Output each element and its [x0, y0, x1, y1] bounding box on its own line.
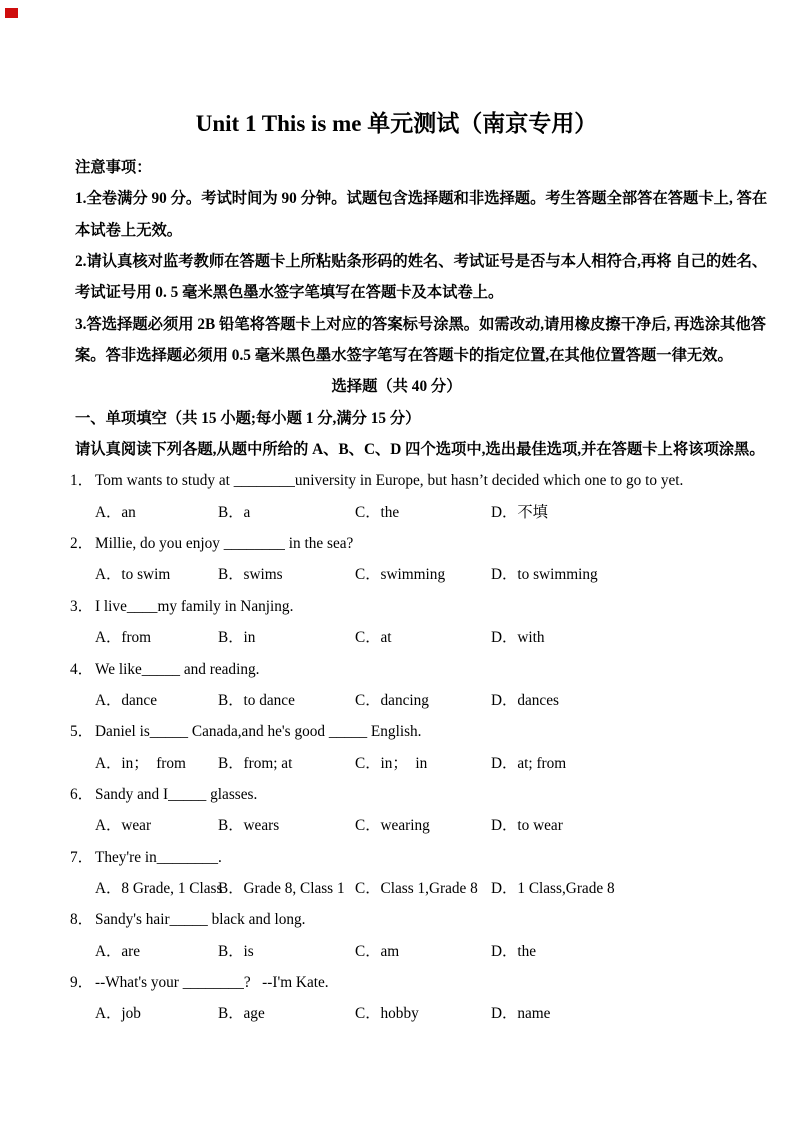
option-b: B．is — [218, 942, 254, 960]
notice-line: 3.答选择题必须用 2B 铅笔将答题卡上对应的答案标号涂黑。如需改动,请用橡皮擦干净后, 再选涂其他答 — [75, 315, 766, 333]
question-options-row-6 — [70, 810, 741, 841]
option-b: B．a — [218, 503, 251, 521]
question-row-3 — [70, 591, 741, 622]
notice-line: 案。答非选择题必须用 0.5 毫米黑色墨水签字笔写在答题卡的指定位置,在其他位置答题一律无效。 — [75, 347, 733, 365]
option-a: A．are — [95, 942, 141, 960]
question-options-row-8 — [70, 936, 741, 967]
section-choice-header: 选择题（共 40 分） — [331, 378, 462, 396]
question-number: 6． — [70, 785, 93, 803]
question-row-5 — [70, 716, 741, 747]
question-number: 4． — [70, 660, 93, 678]
paper-content — [70, 152, 768, 1030]
option-b: B．from; at — [218, 754, 293, 772]
question-stem: We like_____ and reading. — [95, 660, 260, 678]
question-number: 9． — [70, 973, 93, 991]
page-title: Unit 1 This is me 单元测试（南京专用） — [195, 111, 598, 136]
question-row-6 — [70, 779, 741, 810]
option-a: A．from — [95, 629, 152, 647]
option-b: B．swims — [218, 566, 283, 584]
red-corner-mark — [5, 8, 18, 18]
option-c: C．at — [355, 629, 392, 647]
question-stem: Tom wants to study at ________university in Europe, but hasn’t decided which one to go to yet. — [95, 472, 684, 490]
question-stem: Sandy and I_____ glasses. — [95, 785, 258, 803]
option-d: D．to swimming — [491, 566, 598, 584]
option-a: A．in； from — [95, 754, 186, 772]
question-options-row-2 — [70, 559, 741, 590]
option-d: D．dances — [491, 691, 559, 709]
question-options-row-5 — [70, 748, 741, 779]
question-row-7 — [70, 842, 741, 873]
option-a: A．dance — [95, 691, 158, 709]
option-d: D．at; from — [491, 754, 567, 772]
question-row-9 — [70, 967, 741, 998]
part1-instruction: 请认真阅读下列各题,从题中所给的 A、B、C、D 四个选项中,选出最佳选项,并在答题卡上将该项涂黑。 — [75, 441, 765, 459]
option-d: D．不填 — [491, 503, 548, 521]
notice-line: 考试证号用 0. 5 毫米黑色墨水签字笔填写在答题卡及本试卷上。 — [75, 284, 504, 302]
question-options-row-4 — [70, 685, 741, 716]
option-a: A．to swim — [95, 566, 171, 584]
option-a: A．wear — [95, 817, 152, 835]
notice-line: 1.全卷满分 90 分。考试时间为 90 分钟。试题包含选择题和非选择题。考生答题全部答在答题卡上, 答在 — [75, 190, 768, 208]
option-c: C．dancing — [355, 691, 429, 709]
question-row-4 — [70, 654, 741, 685]
option-c: C．Class 1,Grade 8 — [355, 879, 478, 897]
question-options-row-3 — [70, 622, 741, 653]
option-b: B．to dance — [218, 691, 295, 709]
question-stem: I live____my family in Nanjing. — [95, 597, 294, 615]
question-options-row-7 — [70, 873, 741, 904]
question-number: 1． — [70, 472, 93, 490]
option-a: A．job — [95, 1005, 141, 1023]
option-d: D．1 Class,Grade 8 — [491, 879, 615, 897]
notice-line: 本试卷上无效。 — [75, 221, 183, 239]
part1-heading: 一、单项填空（共 15 小题;每小题 1 分,满分 15 分） — [75, 409, 421, 427]
option-c: C．the — [355, 503, 400, 521]
question-row-2 — [70, 528, 741, 559]
question-stem: Millie, do you enjoy ________ in the sea? — [95, 535, 354, 553]
question-number: 7． — [70, 848, 93, 866]
question-stem: They're in________. — [95, 848, 222, 866]
notice-heading: 注意事项： — [75, 159, 152, 176]
notice-line: 2.请认真核对监考教师在答题卡上所粘贴条形码的姓名、考试证号是否与本人相符合,再将 自己的姓名、 — [75, 253, 768, 271]
question-stem: --What's your ________? --I'm Kate. — [95, 973, 329, 991]
question-options-row-1 — [70, 497, 741, 528]
question-number: 2． — [70, 535, 93, 553]
question-stem: Sandy's hair_____ black and long. — [95, 911, 306, 929]
option-c: C．in； in — [355, 754, 428, 772]
option-a: A．an — [95, 503, 136, 521]
question-number: 8． — [70, 911, 93, 929]
option-d: D．name — [491, 1005, 551, 1023]
option-c: C．wearing — [355, 817, 430, 835]
option-b: B．wears — [218, 817, 280, 835]
option-d: D．with — [491, 629, 545, 647]
question-options-row-9 — [70, 998, 741, 1029]
option-d: D．the — [491, 942, 537, 960]
option-c: C．am — [355, 942, 400, 960]
option-c: C．swimming — [355, 566, 446, 584]
option-a: A．8 Grade, 1 Class — [95, 879, 223, 897]
option-c: C．hobby — [355, 1005, 419, 1023]
question-stem: Daniel is_____ Canada,and he's good _____ English. — [95, 723, 422, 741]
question-number: 3． — [70, 597, 93, 615]
question-number: 5． — [70, 723, 93, 741]
question-row-1 — [70, 465, 741, 496]
question-row-8 — [70, 904, 741, 935]
option-b: B．Grade 8, Class 1 — [218, 879, 345, 897]
option-b: B．age — [218, 1005, 265, 1023]
option-b: B．in — [218, 629, 256, 647]
option-d: D．to wear — [491, 817, 563, 835]
